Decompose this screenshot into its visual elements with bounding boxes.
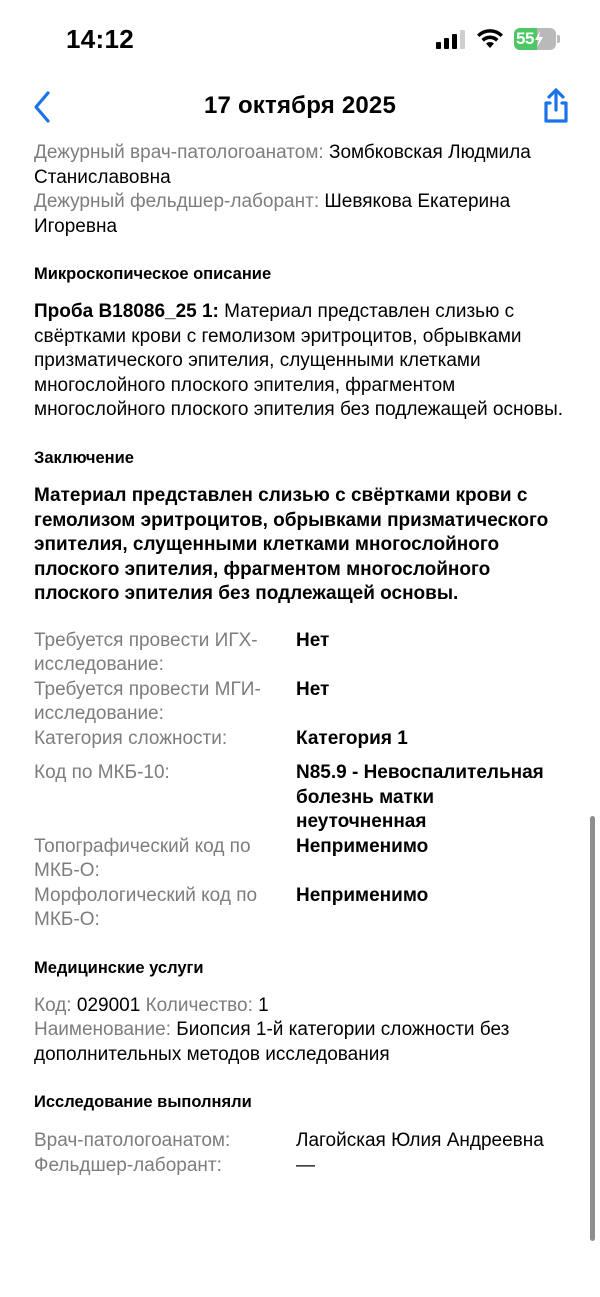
- battery-charging-icon: [514, 28, 560, 50]
- performer-value-assistant: —: [296, 1154, 315, 1176]
- detail-label-mgi: Требуется провести МГИ-исследование:: [34, 678, 261, 725]
- sample-label: Проба B18086_25 1:: [34, 301, 219, 322]
- performer-label-assistant: Фельдшер-лаборант:: [34, 1154, 222, 1176]
- status-time: 14:12: [66, 24, 134, 54]
- duty-assistant-label: Дежурный фельдшер-лаборант:: [34, 191, 320, 212]
- detail-label-igh: Требуется провести ИГХ-исследование:: [34, 629, 258, 676]
- share-icon: [546, 90, 566, 121]
- page-title: 17 октября 2025: [203, 92, 397, 119]
- detail-value-mgi: Нет: [296, 678, 330, 700]
- microscopy-description: [34, 300, 564, 423]
- detail-value-complexity: Категория 1: [296, 727, 408, 749]
- service-code-label: Код:: [34, 994, 72, 1016]
- service-code-value: 029001: [76, 994, 141, 1016]
- cellular-signal-icon: [436, 29, 466, 49]
- duty-doctor-label: Дежурный врач-патологоанатом:: [34, 142, 324, 163]
- detail-label-complexity: Категория сложности:: [34, 727, 228, 749]
- status-bar: [0, 0, 600, 80]
- service-qty-value: 1: [258, 994, 269, 1016]
- performer-label-doctor: Врач-патологоанатом:: [34, 1130, 231, 1152]
- detail-label-topography: Топографический код по МКБ-О:: [34, 835, 251, 882]
- navigation-bar: [0, 80, 600, 134]
- service-qty-label: Количество:: [145, 994, 253, 1016]
- detail-label-morphology: Морфологический код по МКБ-О:: [34, 884, 258, 931]
- conclusion-title: Заключение: [34, 448, 134, 467]
- microscopy-title: Микроскопическое описание: [34, 265, 272, 283]
- detail-value-topography: Неприменимо: [296, 835, 429, 857]
- wifi-icon: [476, 29, 504, 49]
- service-code-row: [34, 994, 564, 1019]
- services-title: Медицинские услуги: [34, 958, 204, 977]
- vertical-scrollbar[interactable]: [590, 816, 595, 1241]
- share-button[interactable]: [540, 86, 572, 126]
- battery-percent: 55: [516, 29, 534, 48]
- sample-text: Материал представлен слизью с свёртками крови с гемолизом эритроцитов, обрывками призматического эпителия, слущенными клетками многослойного плоского эпителия, фрагментом многослойного плоского эпителия без подлежащей основы.: [34, 301, 564, 421]
- service-name-label: Наименование:: [34, 1019, 171, 1041]
- details-table: [34, 629, 564, 933]
- detail-value-igh: Нет: [296, 629, 330, 651]
- duty-doctor-value: Зомбковская Людмила Станиславовна: [34, 142, 531, 188]
- report-content: [34, 141, 564, 1178]
- duty-doctor: [34, 141, 564, 190]
- detail-value-morphology: Неприменимо: [296, 884, 429, 906]
- duty-assistant-value: Шевякова Екатерина Игоревна: [34, 191, 511, 237]
- performers-title: Исследование выполняли: [34, 1093, 252, 1112]
- detail-value-icd10: N85.9 - Невоспалительная болезнь матки неуточненная: [296, 762, 544, 833]
- performer-value-doctor: Лагойская Юлия Андреевна: [296, 1130, 544, 1152]
- duty-assistant: [34, 190, 564, 239]
- status-icons: [436, 28, 560, 50]
- detail-label-icd10: Код по МКБ-10:: [34, 762, 170, 784]
- performers-table: [34, 1129, 564, 1178]
- service-name-value: Биопсия 1-й категории сложности без дополнительных методов исследования: [34, 1019, 510, 1065]
- conclusion-text: Материал представлен слизью с свёртками крови с гемолизом эритроцитов, обрывками призматического эпителия, слущенными клетками многослойного плоского эпителия, фрагментом многослойного плоского эпителия без подлежащей основы.: [34, 484, 549, 605]
- service-name-row: [34, 1018, 564, 1067]
